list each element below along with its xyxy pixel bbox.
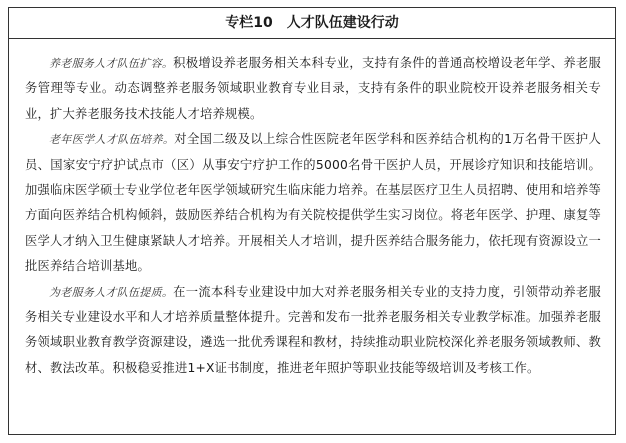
box-title: 专栏10 人才队伍建设行动 <box>9 8 615 39</box>
paragraph-lead: 为老服务人才队伍提质。 <box>49 285 174 299</box>
paragraph-lead: 养老服务人才队伍扩容。 <box>49 57 174 70</box>
paragraph-text: 在一流本科专业建设中加大对养老服务相关专业的支持力度，引领带动养老服务相关专业建设水平和人才培养质量整体提升。完善和发布一批养老服务相关专业教学标准。加强养老服务领域职业教育教学资源建设，遴选一批优秀课程和教材，持续推动职业院校深化养老服务领域教师、教材、教法改革。积极稳妥推进1+X证书制度，推进老年照护等职业技能等级培训及考核工作。 <box>25 284 601 375</box>
paragraph-quality-improvement <box>25 280 601 382</box>
column-box <box>8 7 616 435</box>
paragraph-talent-expansion <box>25 51 601 127</box>
paragraph-text: 积极增设养老服务相关本科专业，支持有条件的普通高校增设老年学、养老服务管理等专业。动态调整养老服务领域职业教育专业目录，支持有条件的职业院校开设养老服务相关专业，扩大养老服务技术技能人才培养规模。 <box>25 56 601 121</box>
box-content <box>9 39 615 381</box>
paragraph-text: 对全国二级及以上综合性医院老年医学科和医养结合机构的1万名骨干医护人员、国家安宁疗护试点市（区）从事安宁疗护工作的5000名骨干医护人员，开展诊疗知识和技能培训。加强临床医学硕士专业学位老年医学领域研究生临床能力培养。在基层医疗卫生人员招聘、使用和培养等方面向医养结合机构倾斜，鼓励医养结合机构为有关院校提供学生实习岗位。将老年医学、护理、康复等医学人才纳入卫生健康紧缺人才培养。开展相关人才培训，提升医养结合服务能力，依托现有资源设立一批医养结合培训基地。 <box>25 132 601 274</box>
paragraph-geriatric-training <box>25 127 601 279</box>
paragraph-lead: 老年医学人才队伍培养。 <box>49 133 175 147</box>
